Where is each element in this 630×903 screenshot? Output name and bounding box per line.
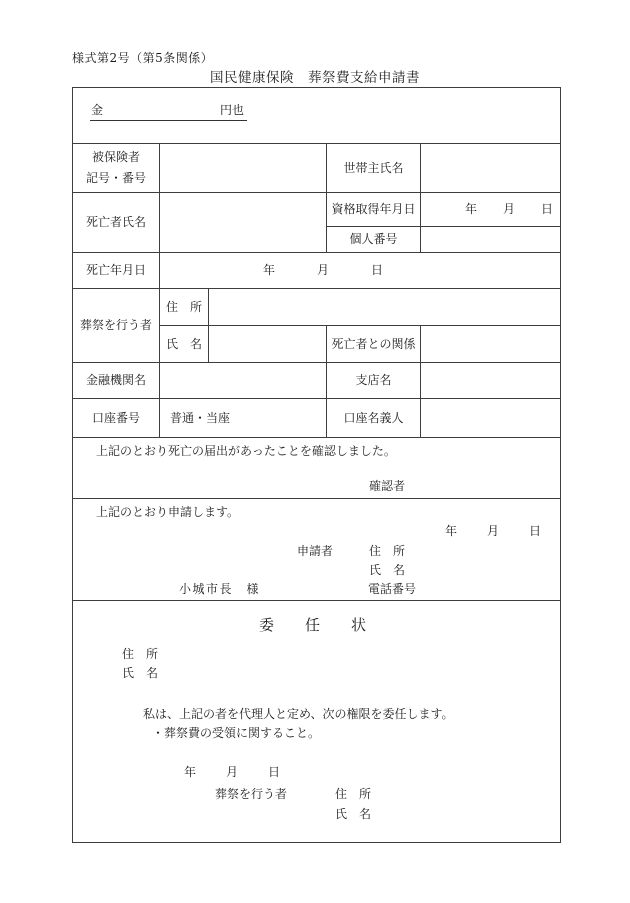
phone-label: 電話番号 bbox=[368, 582, 417, 596]
poa-performer-address-label: 住 所 bbox=[335, 787, 372, 801]
confirmation-text: 上記のとおり死亡の届出があったことを確認しました。 bbox=[96, 444, 396, 458]
applicant-address-label: 住 所 bbox=[369, 544, 406, 558]
label-deceased-name: 死亡者氏名 bbox=[73, 192, 159, 252]
label-relation-to-deceased: 死亡者との関係 bbox=[326, 325, 420, 362]
poa-item-text: ・葬祭費の受領に関すること。 bbox=[152, 726, 321, 740]
label-branch-name: 支店名 bbox=[326, 362, 420, 398]
field-deceased-name bbox=[159, 192, 326, 252]
document-title: 国民健康保険 葬祭費支給申請書 bbox=[210, 70, 420, 86]
field-performer-name bbox=[208, 325, 326, 362]
field-insured-symbol-number bbox=[159, 143, 326, 192]
label-insured-line1: 被保険者 bbox=[91, 150, 140, 164]
field-branch-name bbox=[420, 362, 560, 398]
label-performer-address: 住 所 bbox=[159, 288, 208, 325]
label-insured-symbol-number bbox=[73, 143, 159, 192]
poa-section bbox=[73, 600, 560, 842]
poa-title: 委 任 状 bbox=[258, 616, 374, 634]
amount-suffix: 円也 bbox=[219, 103, 244, 117]
label-qualification-date: 資格取得年月日 bbox=[326, 192, 420, 226]
poa-performer-label: 葬祭を行う者 bbox=[215, 787, 288, 801]
field-bank-name bbox=[159, 362, 326, 398]
value-account-type: 普通・当座 bbox=[159, 398, 326, 437]
field-householder-name bbox=[420, 143, 560, 192]
label-personal-number: 個人番号 bbox=[326, 226, 420, 252]
confirmer-label: 確認者 bbox=[369, 479, 406, 493]
field-relation-to-deceased bbox=[420, 325, 560, 362]
label-bank-name: 金融機関名 bbox=[73, 362, 159, 398]
amount-prefix: 金 bbox=[91, 103, 104, 117]
label-account-holder: 口座名義人 bbox=[326, 398, 420, 437]
form-box bbox=[72, 87, 561, 843]
poa-name-label: 氏 名 bbox=[122, 666, 159, 680]
poa-date: 年 月 日 bbox=[184, 765, 290, 779]
label-funeral-performer: 葬祭を行う者 bbox=[73, 288, 159, 362]
application-text: 上記のとおり申請します。 bbox=[96, 505, 240, 519]
form-number: 様式第2号（第5条関係） bbox=[72, 51, 214, 65]
field-account-holder bbox=[420, 398, 560, 437]
label-performer-name: 氏 名 bbox=[159, 325, 208, 362]
value-qualification-date: 年 月 日 bbox=[420, 192, 560, 226]
field-performer-address bbox=[208, 288, 560, 325]
mayor-label: 小城市長 様 bbox=[179, 582, 261, 596]
value-death-date: 年 月 日 bbox=[159, 252, 560, 288]
label-householder-name: 世帯主氏名 bbox=[326, 143, 420, 192]
field-personal-number bbox=[420, 226, 560, 252]
confirmation-section bbox=[73, 437, 560, 498]
application-section bbox=[73, 498, 560, 600]
applicant-name-label: 氏 名 bbox=[369, 563, 406, 577]
applicant-label: 申請者 bbox=[297, 544, 334, 558]
poa-address-label: 住 所 bbox=[122, 647, 159, 661]
poa-body-text: 私は、上記の者を代理人と定め、次の権限を委任します。 bbox=[143, 707, 454, 721]
poa-performer-name-label: 氏 名 bbox=[335, 807, 372, 821]
label-account-number: 口座番号 bbox=[73, 398, 159, 437]
amount-underline bbox=[90, 101, 247, 121]
label-insured-line2: 記号・番号 bbox=[85, 171, 146, 185]
amount-row bbox=[73, 88, 560, 143]
application-date: 年 月 日 bbox=[445, 524, 551, 538]
label-death-date: 死亡年月日 bbox=[73, 252, 159, 288]
